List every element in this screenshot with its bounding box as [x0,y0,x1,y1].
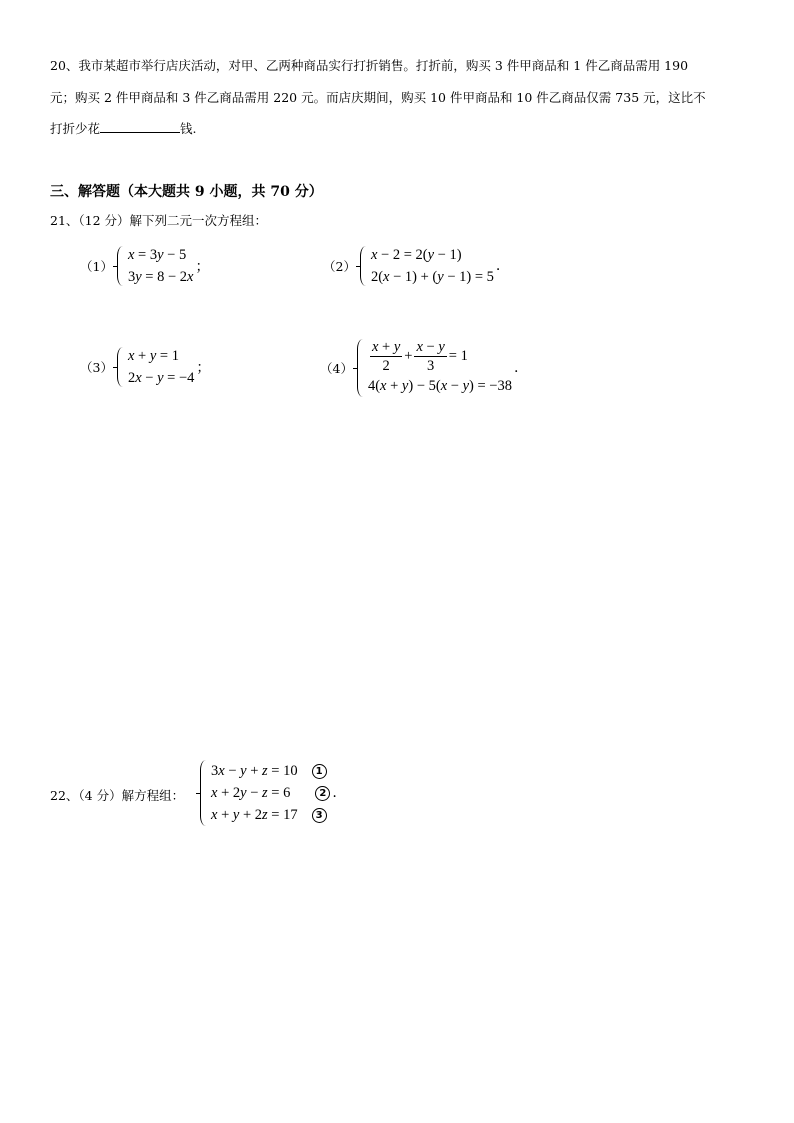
q21-tail-3: ； [196,360,211,376]
equation: x = 3y − 5 [127,247,187,263]
q21-tail-2: . [495,258,501,274]
q21-label-4: （4） [320,360,353,376]
q21-system-4 [320,338,518,397]
circled-number-2: 2 [315,786,330,801]
brace [117,246,125,286]
answer-blank[interactable] [100,120,180,133]
q20-line-1: 20、我市某超市举行店庆活动，对甲、乙两种商品实行打折销售。打折前，购买 3 件甲商品和 1 件乙商品需用 190 [50,58,689,73]
q21-system-1 [80,244,209,288]
equations [211,760,330,826]
q21-system-2 [323,244,500,288]
equation: x + y = 1 [127,348,179,364]
fraction: $\frac{x + y}{2}$ [371,339,401,375]
q20-line-3 [50,120,197,137]
brace [360,246,368,286]
fraction: $\frac{x - y}{3}$ [416,339,445,375]
circled-number-1: 1 [312,764,327,779]
equation: x + 2y − z = 6 2 [211,782,330,804]
equation: 2(x − 1) + (y − 1) = 5 [370,269,494,285]
q20-line-3-suffix: 钱. [180,121,197,136]
q21-label-2: （2） [323,259,356,274]
q21-tail-1: ； [195,259,210,275]
section-heading: 三、解答题（本大题共 9 小题，共 70 分） [50,184,323,200]
equations [371,244,494,288]
q21-label-3: （3） [80,360,113,375]
circled-number-3: 3 [312,808,327,823]
equation: $\frac{x + y}{2}$ + $\frac{x - y}{3}$ = 1 [371,339,468,375]
brace [117,347,125,387]
brace [357,339,365,397]
equation: x − 2 = 2(y − 1) [370,247,462,263]
q21-tail-4: . [513,359,519,376]
equation: 4(x + y) − 5(x − y) = −38 [367,378,512,395]
q21-stem: 21、（12 分）解下列二元一次方程组： [50,213,268,228]
q22-stem: 22、（4 分）解方程组： [50,788,185,803]
equation: 2x − y = −4 [127,370,195,386]
q21-system-3 [80,345,210,389]
equation: 3x − y + z = 10 1 [211,760,330,782]
q22-tail: . [332,785,337,801]
equations [128,345,194,389]
equation: 3y = 8 − 2x [127,269,194,285]
q20-line-2: 元；购买 2 件甲商品和 3 件乙商品需用 220 元。而店庆期间，购买 10 件甲商品和 10 件乙商品仅需 735 元，这比不 [50,90,706,105]
brace [200,760,208,826]
q22-system [200,760,337,826]
equations [128,244,193,288]
q21-label-1: （1） [80,259,113,274]
equations [368,338,512,397]
equation: x + y + 2z = 17 3 [211,804,330,826]
q20-line-3-prefix: 打折少花 [50,121,101,136]
